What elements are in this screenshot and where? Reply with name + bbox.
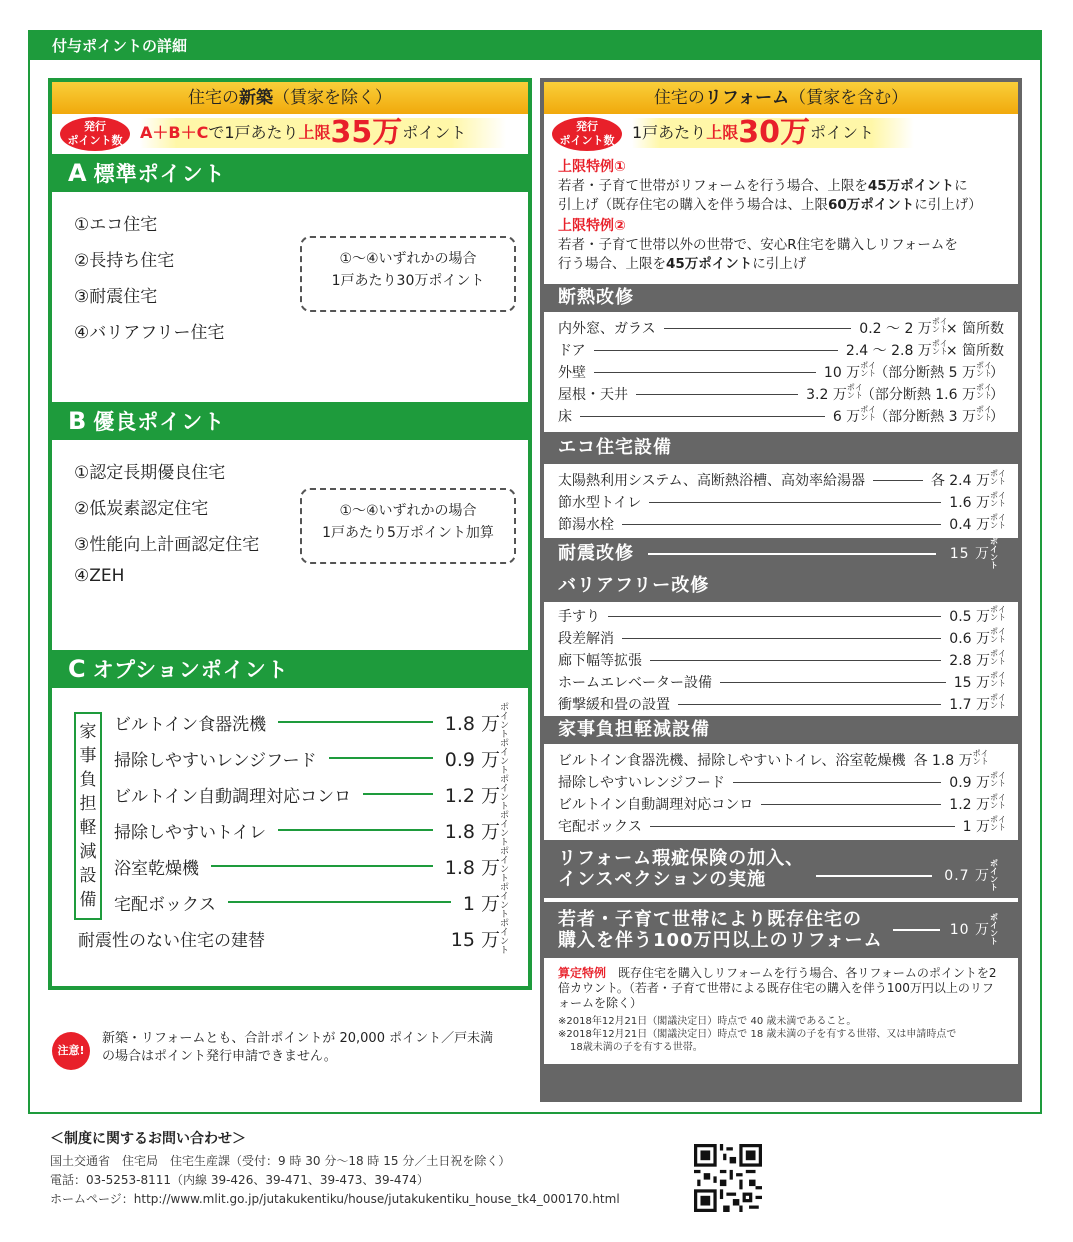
section-c-header: C オプションポイント xyxy=(52,650,528,688)
seismic-row: 耐震改修 15 万 ポイ ント xyxy=(544,538,1018,570)
option-row: ビルトイン食器洗機 1.8 万 ポイ ント xyxy=(114,703,510,740)
section-a-note: ①～④いずれかの場合 1戸あたり30万ポイント xyxy=(300,236,516,312)
newbuild-title: 住宅の新築（賃家を除く） xyxy=(52,82,528,114)
eco-header: エコ住宅設備 xyxy=(544,432,1018,464)
newbuild-panel xyxy=(48,78,532,990)
table-row: ホームエレベーター設備 15 万ポイ ント xyxy=(558,671,1006,691)
issue-badge: 発行 ポイント数 xyxy=(60,117,130,151)
table-row: 宅配ボックス 1 万ポイ ント xyxy=(558,815,1006,835)
table-row: 衝撃緩和畳の設置 1.7 万ポイ ント xyxy=(558,693,1006,713)
table-row: 屋根・天井 3.2 万ポイ ント（部分断熱 1.6 万ポイ ント） xyxy=(558,383,1004,403)
section-b-header: B 優良ポイント xyxy=(52,402,528,440)
option-row: 浴室乾燥機 1.8 万 ポイ ント xyxy=(114,847,510,884)
table-row: ビルトイン食器洗機、掃除しやすいトイレ、浴室乾燥機 各 1.8 万ポイ ント xyxy=(558,749,989,769)
table-row: ビルトイン自動調理対応コンロ 1.2 万ポイ ント xyxy=(558,793,1006,813)
table-row: 床 6 万ポイ ント（部分断熱 3 万ポイ ント） xyxy=(558,405,1004,425)
table-row: 手すり 0.5 万ポイ ント xyxy=(558,605,1006,625)
list-item: ②低炭素認定住宅 xyxy=(74,499,209,519)
homepage-link[interactable]: ホームページ：http://www.mlit.go.jp/jutakukentiku/house/jutakukentiku_house_tk4_000170.html xyxy=(50,1192,620,1206)
list-item: ④ZEH xyxy=(74,566,125,586)
list-item: ②長持ち住宅 xyxy=(74,251,175,271)
reform-inner xyxy=(544,82,1018,284)
list-item: ③耐震住宅 xyxy=(74,287,158,307)
calc-special: 算定特例 既存住宅を購入しリフォームを行う場合、各リフォームのポイントを2倍カウント。（若者・子育て世帯による既存住宅の購入を伴う100万円以上のリフォームを除く） ※2018年12月21日（閣議決定日）時点で 40 歳未満であること。 ※2018年12月21日（閣議決定日）時点で 18 歳未満の子を有する世帯、又は申請時点で 18歳未満の子を有する世帯。 xyxy=(544,958,1018,1064)
eco-body xyxy=(544,464,1018,538)
caution-badge: 注意! xyxy=(52,1032,90,1070)
table-row: ドア 2.4 ～ 2.8 万ポイ ント× 箇所数 xyxy=(558,339,1004,359)
table-row: 廊下幅等拡張 2.8 万ポイ ント xyxy=(558,649,1006,669)
section-a-body xyxy=(52,192,528,402)
table-row: 節湯水栓 0.4 万ポイ ント xyxy=(558,513,1006,533)
reform-issue-text: 1戸あたり上限30万ポイント xyxy=(632,118,914,148)
list-item: ①エコ住宅 xyxy=(74,215,158,235)
table-row: 太陽熱利用システム、高断熱浴槽、高効率給湯器 各 2.4 万ポイ ント xyxy=(558,469,1006,489)
list-item: ④バリアフリー住宅 xyxy=(74,323,225,343)
table-row: 段差解消 0.6 万ポイ ント xyxy=(558,627,1006,647)
barrier-body xyxy=(544,602,1018,716)
newbuild-issue-text: A＋B＋Cで1戸あたり上限35万ポイント xyxy=(140,118,506,148)
option-row: 掃除しやすいトイレ 1.8 万 ポイ ント xyxy=(114,811,510,848)
option-row-rebuild: 耐震性のない住宅の建替 15 万 ポイ ント xyxy=(78,919,510,956)
insurance-row: リフォーム瑕疵保険の加入、 インスペクションの実施 0.7 万 ポイ ント xyxy=(544,840,1018,898)
section-b-body xyxy=(52,440,528,650)
young-household-row: 若者・子育て世帯により既存住宅の 購入を伴う100万円以上のリフォーム 10 万 ポイ ント xyxy=(544,898,1018,958)
reform-issue-row xyxy=(544,114,1018,154)
table-row: 外壁 10 万ポイ ント（部分断熱 5 万ポイ ント） xyxy=(558,361,1004,381)
housework-body xyxy=(544,744,1018,840)
reform-special-limits: 上限特例① 若者・子育て世帯がリフォームを行う場合、上限を45万ポイントに 引上げ（既存住宅の購入を伴う場合は、上限60万ポイントに引上げ） 上限特例② 若者・子育て世帯以外の世帯で、安心R住宅を購入しリフォームを 行う場合、上限を45万ポイントに引上げ xyxy=(544,154,1018,284)
issue-badge: 発行 ポイント数 xyxy=(552,117,622,151)
barrier-header: バリアフリー改修 xyxy=(544,570,1018,602)
section-b-note: ①～④いずれかの場合 1戸あたり5万ポイント加算 xyxy=(300,488,516,564)
table-row: 節水型トイレ 1.6 万ポイ ント xyxy=(558,491,1006,511)
insulation-header: 断熱改修 xyxy=(544,284,1018,312)
section-c-body xyxy=(52,688,528,978)
table-row: 内外窓、ガラス 0.2 ～ 2 万ポイ ント× 箇所数 xyxy=(558,317,1004,337)
reform-title: 住宅のリフォーム（賃家を含む） xyxy=(544,82,1018,114)
insulation-body xyxy=(544,312,1018,432)
special2-title: 上限特例② xyxy=(558,218,626,234)
housework-header: 家事負担軽減設備 xyxy=(544,716,1018,744)
housework-vertical-label: 家 事 負 担 軽 減 設 備 xyxy=(74,712,102,920)
list-item: ①認定長期優良住宅 xyxy=(74,463,226,483)
reform-panel xyxy=(540,78,1022,1102)
caution-note: 注意! 新築・リフォームとも、合計ポイントが 20,000 ポイント／戸未満 の場合はポイント発行申請できません。 xyxy=(52,1030,522,1066)
option-row: 宅配ボックス 1 万 ポイ ント xyxy=(114,883,510,920)
option-row: ビルトイン自動調理対応コンロ 1.2 万 ポイ ント xyxy=(114,775,510,812)
special1-title: 上限特例① xyxy=(558,159,626,175)
list-item: ③性能向上計画認定住宅 xyxy=(74,535,260,555)
newbuild-issue-row xyxy=(52,114,528,154)
section-a-header: A 標準ポイント xyxy=(52,154,528,192)
option-row: 掃除しやすいレンジフード 0.9 万 ポイ ント xyxy=(114,739,510,776)
qr-code-icon xyxy=(694,1144,762,1212)
page-title: 付与ポイントの詳細 xyxy=(30,32,1040,60)
contact-title: ＜制度に関するお問い合わせ＞ xyxy=(50,1131,246,1147)
contact-info: ＜制度に関するお問い合わせ＞ 国土交通省 住宅局 住宅生産課（受付：9 時 30 分～18 時 15 分／土日祝を除く） 電話：03-5253-8111（内線 39-426、39-471、39-473、39-474） ホームページ：http://www.mlit.go.jp/jutakukentiku/house/jutakukentiku_house_tk4_000170.html xyxy=(50,1130,690,1209)
table-row: 掃除しやすいレンジフード 0.9 万ポイ ント xyxy=(558,771,1006,791)
